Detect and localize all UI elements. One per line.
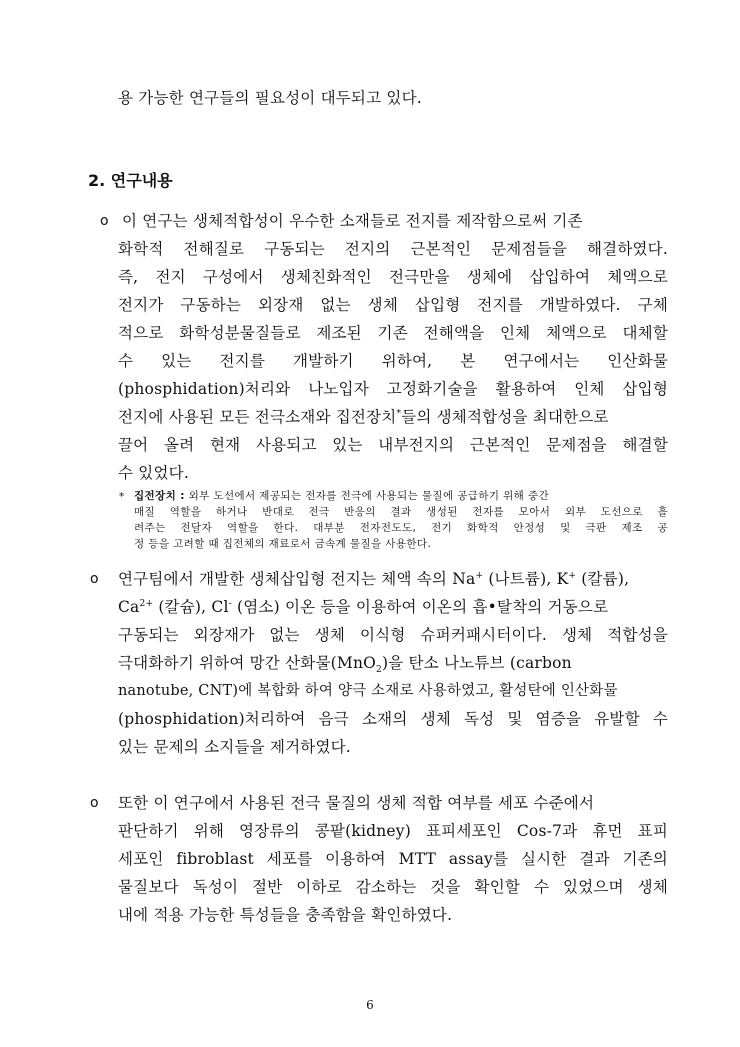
paragraph-line: (phosphidation)처리하여 음극 소재의 생체 독성 및 염증을 유발할 수	[118, 710, 668, 728]
paragraph-line: 수 있는 전지를 개발하기 위하여, 본 연구에서는 인산화물	[118, 352, 668, 370]
footnote-line: 정 등을 고려할 때 집전체의 재료로서 금속계 물질을 사용한다.	[134, 538, 432, 550]
paragraph-line: 화학적 전해질로 구동되는 전지의 근본적인 문제점들을 해결하였다.	[118, 240, 668, 258]
footnote-ref: *	[396, 408, 402, 419]
paragraph-line: 물질보다 독성이 절반 이하로 감소하는 것을 확인할 수 있었으며 생체	[118, 878, 668, 896]
paragraph-line: 전지에 사용된 모든 전극소재와 집전장치*들의 생체적합성을 최대한으로	[118, 408, 609, 426]
footnote-term: 집전장치 :	[134, 490, 185, 502]
intro-line: 용 가능한 연구들의 필요성이 대두되고 있다.	[118, 89, 422, 107]
bullet-marker: o	[100, 213, 109, 229]
paragraph-line: 극대화하기 위하여 망간 산화물(MnO$_2$)을 탄소 나노튜브 (carbon	[118, 654, 572, 676]
paragraph-line: 판단하기 위해 영장류의 콩팥(kidney) 표피세포인 Cos-7과 휴먼 표피	[118, 822, 668, 840]
paragraph-line: 있는 문제의 소지들을 제거하였다.	[118, 738, 351, 756]
paragraph-line: 이 연구는 생체적합성이 우수한 소재들로 전지를 제작함으로써 기존	[122, 212, 583, 230]
paragraph-line: 적으로 화학성분물질들로 제조된 기존 전해액을 인체 체액으로 대체할	[118, 324, 668, 342]
paragraph-line: $Ca^{2+}$ (칼슘), Cl- (염소) 이온 등을 이용하여 이온의 흡•탈착의 거동으로	[118, 598, 609, 616]
paragraph-line: 내에 적용 가능한 특성들을 충족함을 확인하였다.	[118, 906, 453, 924]
paragraph-line: 즉, 전지 구성에서 생체친화적인 전극만을 생체에 삽입하여 체액으로	[118, 268, 668, 286]
section-heading: 2. 연구내용	[88, 171, 173, 190]
page-number: 6	[366, 998, 374, 1012]
paragraph-line: 끌어 올려 현재 사용되고 있는 내부전지의 근본적인 문제점을 해결할	[118, 436, 668, 454]
footnote-line: 집전장치 : 외부 도선에서 제공되는 전자를 전극에 사용되는 물질에 공급하기 위해 중간	[134, 490, 550, 502]
bullet-marker: o	[90, 795, 99, 811]
paragraph-line: 구동되는 외장재가 없는 생체 이식형 슈퍼커패시터이다. 생체 적합성을	[118, 626, 668, 644]
paragraph-line: 세포인 fibroblast 세포를 이용하여 MTT assay를 실시한 결과 기존의	[118, 850, 668, 868]
paragraph-line: 전지가 구동하는 외장재 없는 생체 삽입형 전지를 개발하였다. 구체	[118, 296, 668, 314]
bullet-marker: o	[90, 571, 99, 587]
footnote-marker: *	[119, 491, 125, 503]
footnote-line: 려주는 전달자 역할을 한다. 대부분 전자전도도, 전기 화학적 안정성 및 극판 제조 공	[134, 522, 668, 534]
paragraph-line: 연구팀에서 개발한 생체삽입형 전지는 체액 속의 Na+ (나트륨), K+ (칼륨),	[118, 570, 630, 588]
paragraph-line: 또한 이 연구에서 사용된 전극 물질의 생체 적합 여부를 세포 수준에서	[118, 794, 595, 812]
paragraph-line: 수 있었다.	[118, 464, 189, 482]
paragraph-line: nanotube, CNT)에 복합화 하여 양극 소재로 사용하였고, 활성탄에 인산화물	[118, 683, 618, 699]
footnote-line: 매질 역할을 하거나 반대로 전극 반응의 결과 생성된 전자를 모아서 외부 도선으로 흘	[134, 506, 668, 518]
paragraph-line: (phosphidation)처리와 나노입자 고정화기술을 활용하여 인체 삽입형	[118, 380, 668, 398]
